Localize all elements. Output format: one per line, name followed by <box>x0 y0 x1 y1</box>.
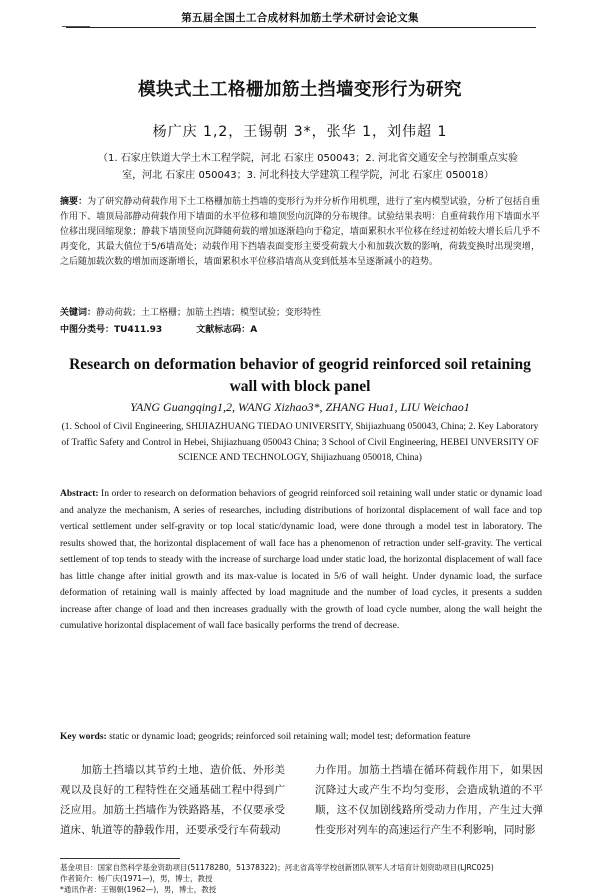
english-keywords-label: Key words: <box>60 732 107 742</box>
footnote-author: 作者简介：杨广庆(1971—)，男，博士，教授 <box>60 874 213 883</box>
classification-line <box>60 322 540 335</box>
doc-code-label: 文献标志码： <box>196 325 251 335</box>
class-number: TU411.93 <box>114 325 163 335</box>
running-head: 第五届全国土工合成材料加筋土学术研讨会论文集 <box>181 12 419 24</box>
english-abstract-text: In order to research on deformation behaviors of geogrid reinforced soil retaining wall under static or dynamic load and analyze the mechanism, A series of researches, including distributions of horizontal displacement of wall face and top vertical settlement under self-gravity or top local static/dynamic load, were done through a model test in laboratory. The results showed that, the horizontal displacement of wall face has a phenomenon of retraction under self-gravity. The vertical settlement of top tends to steady with the increase of surcharge load under static load, the horizontal displacement of wall face has little change after initial growth and its max-value is located in 5/6 of wall height. Under dynamic load, the surface deformation of retaining wall is mainly affected by load magnitude and the number of load cycles, it presents a sudden increase after change of load and then increases gradually with the growth of load cycle number, along the wall height the cumulative horizontal displacement of wall face basically performs the trend of decrease. <box>60 489 542 631</box>
english-keywords <box>60 732 542 742</box>
english-abstract <box>60 486 542 635</box>
header-rule <box>66 27 536 28</box>
chinese-title: 模块式土工格栅加筋土挡墙变形行为研究 <box>138 80 462 100</box>
chinese-authors: 杨广庆 1,2，王锡朝 3*，张华 1，刘伟超 1 <box>152 124 448 140</box>
chinese-keywords-text: 静动荷载；土工格栅；加筋土挡墙；模型试验；变形特性 <box>96 308 322 318</box>
chinese-keywords-label: 关键词： <box>60 308 97 318</box>
body-column-right: 力作用。加筋土挡墙在循环荷载作用下，如果因沉降过大或产生不均匀变形，会造成轨道的不平顺，这不仅加剧线路所受动力作用，产生过大弹性变形对列车的高速运行产生不利影响，同时影 <box>315 764 543 836</box>
footnote-rule <box>60 858 180 859</box>
class-number-label: 中图分类号： <box>60 325 115 335</box>
footnote-corresponding: *通讯作者：王锡朝(1962—)，男，博士，教授 <box>60 885 217 894</box>
english-affiliation: (1. School of Civil Engineering, SHIJIAZHUANG TIEDAO UNIVERSITY, Shijiazhuang 050043, China; 2. Key Laboratory of Traffic Safety and Control in Hebei, Shijiazhuang 050043 China; 3 School of Civil Engineering, HEBEI UNVERSITY OF SCIENCE AND TECHNOLOGY, Shijiazhuang 050018, China) <box>61 422 539 463</box>
english-keywords-text: static or dynamic load; geogrids; reinforced soil retaining wall; model test; deformation feature <box>109 732 471 742</box>
chinese-keywords <box>60 305 540 318</box>
chinese-abstract-text: 为了研究静动荷载作用下土工格栅加筋土挡墙的变形行为并分析作用机理，进行了室内模型试验，分析了包括自重作用下、墙顶局部静动荷载作用下墙面的水平位移和墙顶竖向沉降的分布规律。试验结果表明：自重荷载作用下墙面水平位移出现回缩现象；静载下墙顶竖向沉降随荷载的增加逐渐趋向于稳定，墙面累积水平位移在经过初始较大增长后几乎不再变化，其最大值位于5/6墙高处；动载作用下挡墙表面变形主要受荷载大小和加载次数的影响，荷载变换时出现突增，之后随加载次数的增加而逐渐增长，墙面累积水平位移沿墙高从变到低基本呈逐渐减小的趋势。 <box>60 197 540 267</box>
chinese-affiliation: （1. 石家庄铁道大学土木工程学院，河北 石家庄 050043；2. 河北省交通安全与控制重点实验室，河北 石家庄 050043；3. 河北科技大学建筑工程学院，河北 石家庄 050018） <box>98 153 518 181</box>
chinese-abstract-label: 摘要： <box>60 197 88 207</box>
english-title: Research on deformation behavior of geogrid reinforced soil retaining wall with block panel <box>69 356 531 395</box>
footnote-funding: 基金项目：国家自然科学基金资助项目(51178280，51378322)；河北省高等学校创新团队领军人才培育计划资助项目(LJRC025) <box>60 863 494 872</box>
doc-code: A <box>250 325 258 335</box>
body-column-left: 加筋土挡墙以其节约土地、造价低、外形美观以及良好的工程特性在交通基础工程中得到广泛应用。加筋土挡墙作为铁路路基，不仅要承受道床、轨道等的静载作用，还要承受行车荷载动 <box>60 764 285 836</box>
english-abstract-label: Abstract: <box>60 489 99 499</box>
chinese-abstract <box>60 195 540 270</box>
english-authors: YANG Guangqing1,2, WANG Xizhao3*, ZHANG Hua1, LIU Weichao1 <box>130 400 470 414</box>
